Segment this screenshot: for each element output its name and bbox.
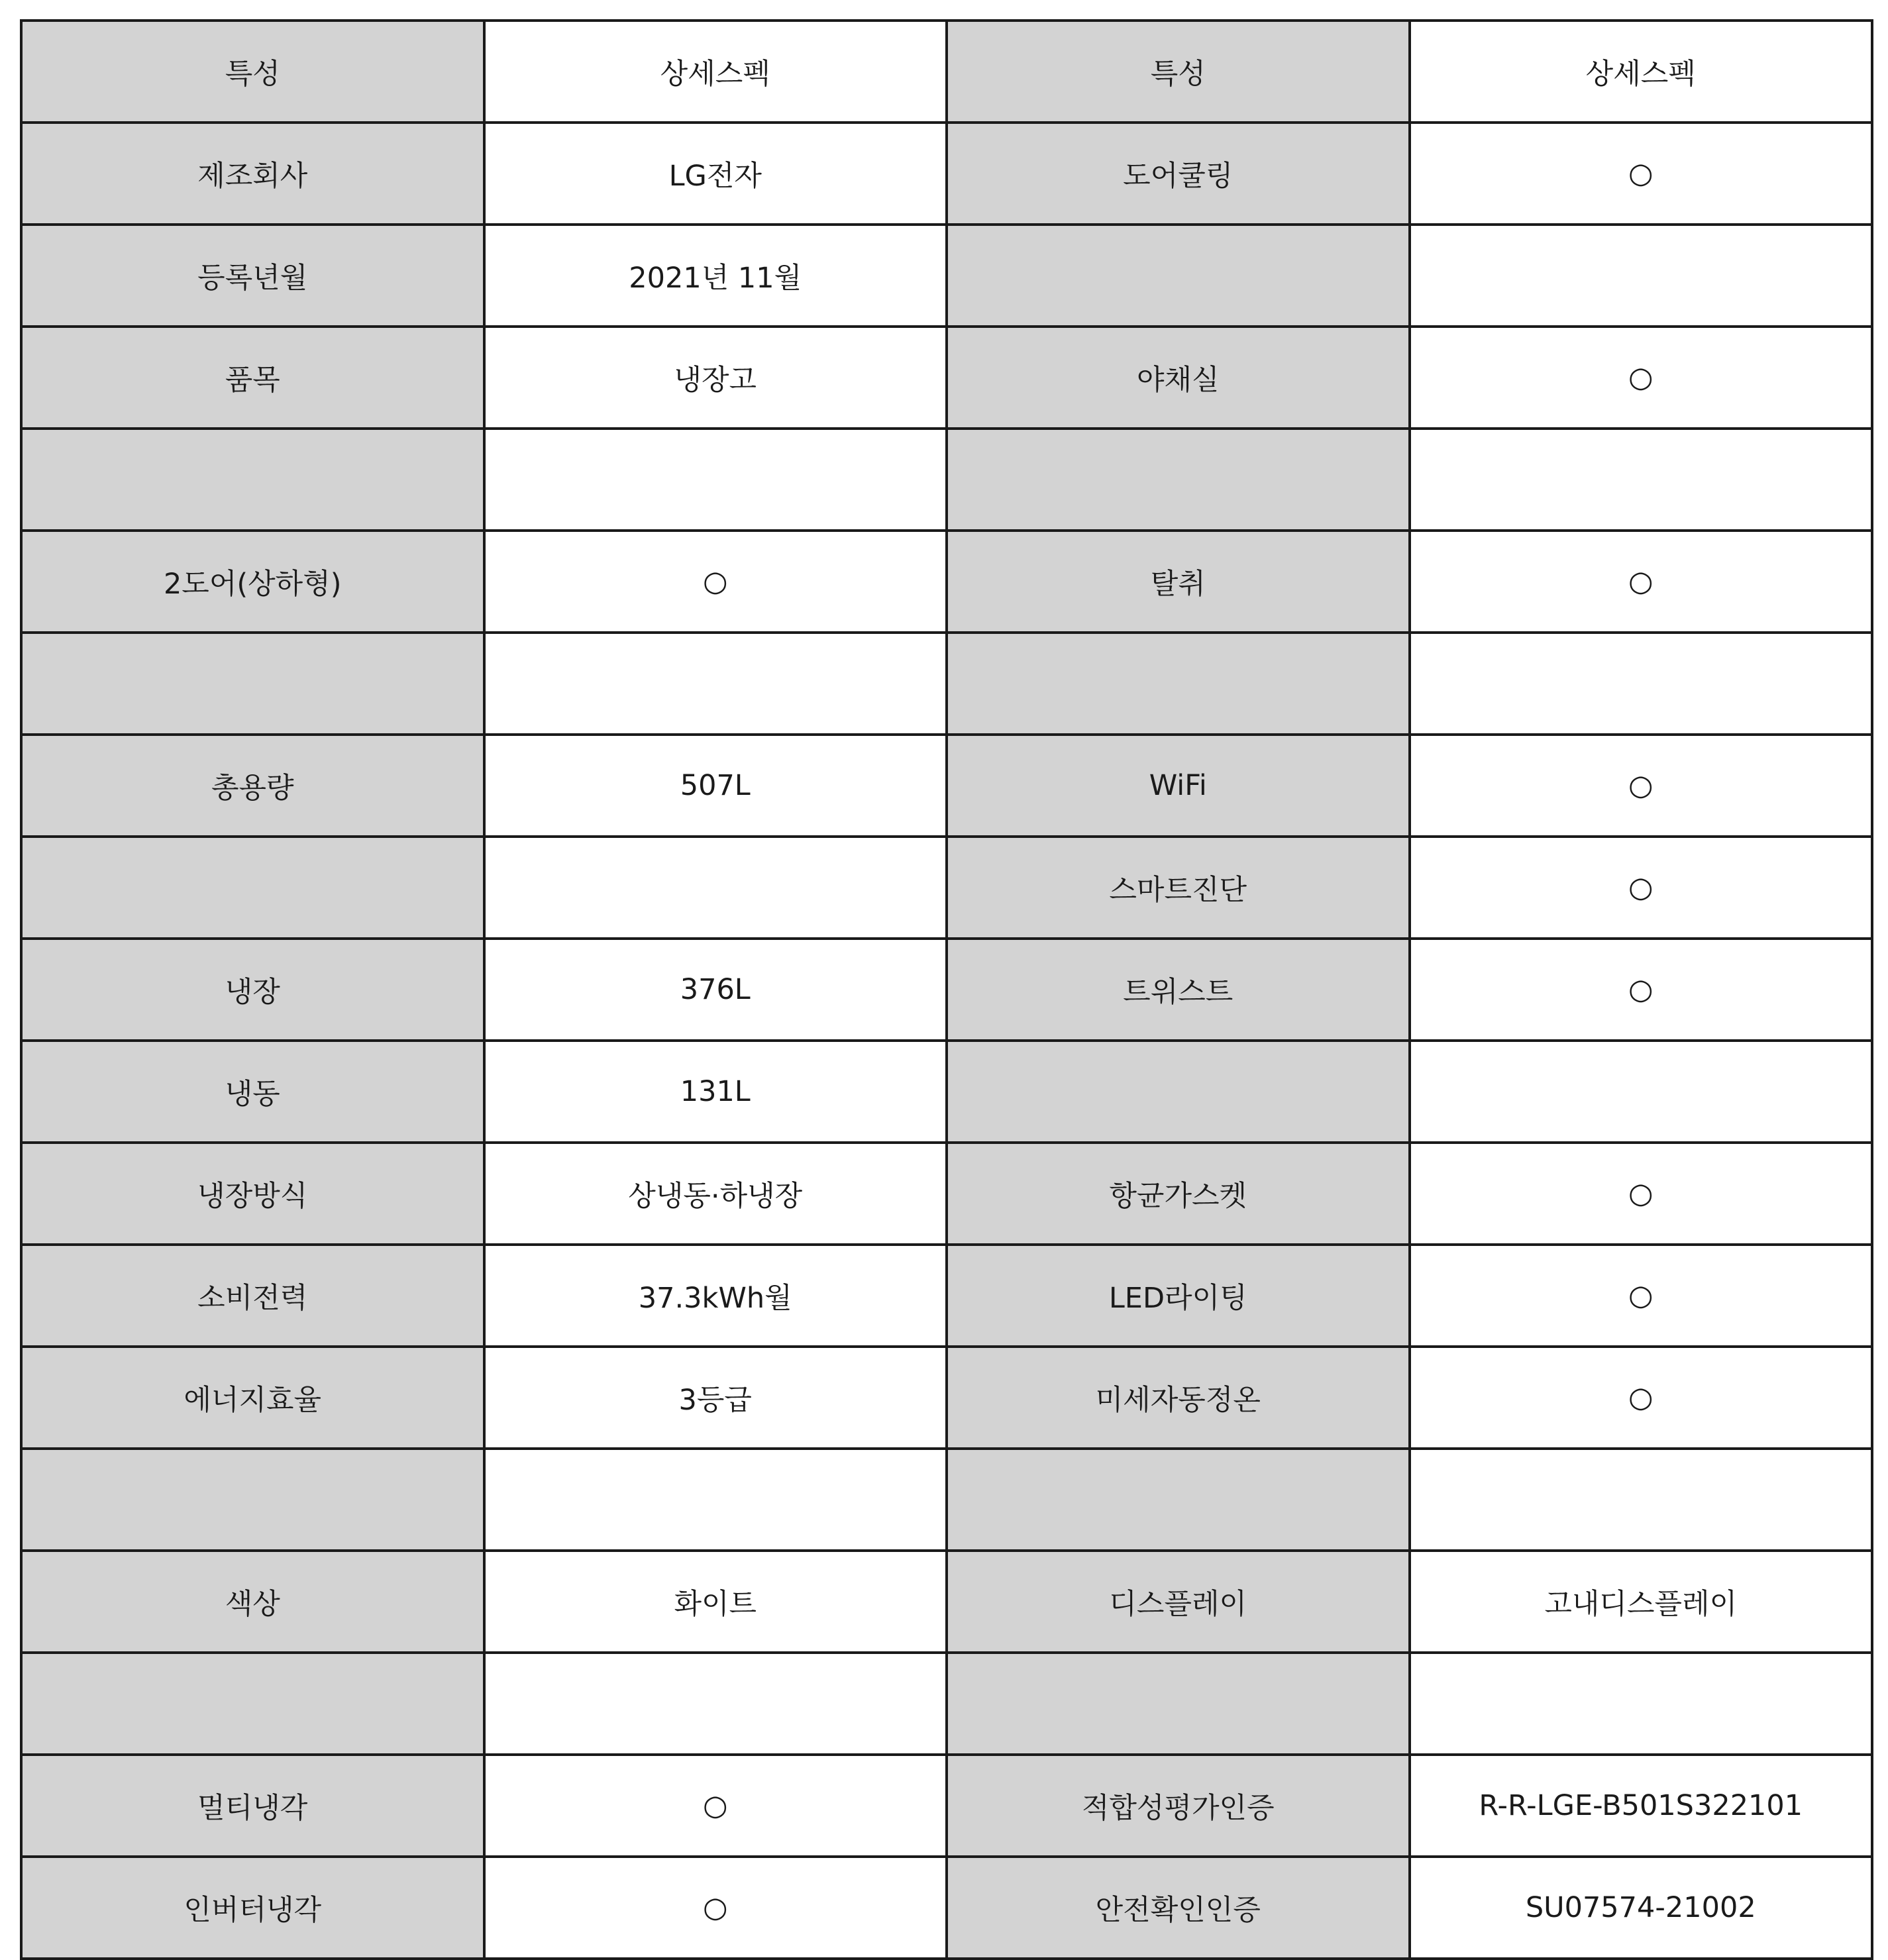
spec-table-body [21,21,1872,1959]
feature-value-cell: 상냉동·하냉장 [484,1143,947,1245]
feature-value-cell [1410,1041,1873,1143]
feature-value-cell: 37.3kWh월 [484,1245,947,1347]
feature-value-cell: ○ [484,531,947,633]
feature-key-cell: WiFi [947,735,1410,837]
feature-key-cell: 항균가스켓 [947,1143,1410,1245]
feature-key-cell: 품목 [21,327,484,429]
feature-value-cell: LG전자 [484,123,947,225]
feature-key-cell [21,1449,484,1551]
table-row [21,735,1872,837]
feature-key-cell: 디스플레이 [947,1551,1410,1653]
feature-key-cell [21,1653,484,1755]
feature-value-cell: 고내디스플레이 [1410,1551,1873,1653]
feature-key-cell: 적합성평가인증 [947,1755,1410,1857]
feature-key-cell: 인버터냉각 [21,1857,484,1959]
feature-key-cell: 냉장 [21,939,484,1041]
feature-key-cell: 냉동 [21,1041,484,1143]
table-row [21,1857,1872,1959]
feature-key-cell: 미세자동정온 [947,1347,1410,1449]
feature-key-cell: 제조회사 [21,123,484,225]
table-row [21,633,1872,735]
feature-key-cell: 냉장방식 [21,1143,484,1245]
table-row [21,225,1872,327]
feature-key-cell: 색상 [21,1551,484,1653]
feature-key-cell [21,429,484,531]
feature-key-cell: 2도어(상하형) [21,531,484,633]
table-row [21,1347,1872,1449]
feature-value-cell: ○ [484,1857,947,1959]
feature-value-cell [484,1653,947,1755]
feature-key-cell: 총용량 [21,735,484,837]
feature-value-cell [1410,1653,1873,1755]
feature-value-cell: 냉장고 [484,327,947,429]
feature-key-cell [947,1449,1410,1551]
table-row [21,1041,1872,1143]
feature-value-cell: R-R-LGE-B501S322101 [1410,1755,1873,1857]
feature-key-cell [947,633,1410,735]
feature-value-cell: ○ [1410,531,1873,633]
feature-value-cell: 376L [484,939,947,1041]
feature-key-cell: 탈취 [947,531,1410,633]
feature-value-cell: ○ [1410,837,1873,939]
feature-value-cell [1410,633,1873,735]
table-row [21,837,1872,939]
table-row [21,1755,1872,1857]
feature-key-cell [947,1041,1410,1143]
table-row [21,531,1872,633]
table-row [21,429,1872,531]
spec-table [20,19,1873,1960]
feature-key-cell: 안전확인인증 [947,1857,1410,1959]
feature-key-cell: 소비전력 [21,1245,484,1347]
feature-value-cell: ○ [1410,123,1873,225]
feature-value-cell: 131L [484,1041,947,1143]
table-row [21,1143,1872,1245]
header-spec: 상세스펙 [1410,21,1873,123]
feature-value-cell [484,633,947,735]
feature-key-cell [947,225,1410,327]
feature-key-cell: 멀티냉각 [21,1755,484,1857]
feature-key-cell: LED라이팅 [947,1245,1410,1347]
header-spec: 상세스펙 [484,21,947,123]
feature-key-cell: 등록년월 [21,225,484,327]
feature-value-cell: ○ [1410,327,1873,429]
table-row [21,1551,1872,1653]
feature-key-cell: 도어쿨링 [947,123,1410,225]
feature-value-cell [1410,1449,1873,1551]
feature-value-cell: ○ [1410,939,1873,1041]
table-header-row [21,21,1872,123]
table-row [21,1449,1872,1551]
table-row [21,327,1872,429]
feature-value-cell: 507L [484,735,947,837]
feature-value-cell [484,1449,947,1551]
feature-key-cell: 에너지효율 [21,1347,484,1449]
feature-value-cell: ○ [1410,1347,1873,1449]
feature-value-cell: ○ [1410,1143,1873,1245]
feature-value-cell [1410,429,1873,531]
header-feature: 특성 [947,21,1410,123]
table-row [21,123,1872,225]
header-feature: 특성 [21,21,484,123]
feature-key-cell [21,837,484,939]
feature-value-cell: ○ [1410,1245,1873,1347]
feature-value-cell [484,837,947,939]
feature-value-cell: 3등급 [484,1347,947,1449]
table-row [21,1245,1872,1347]
feature-value-cell: ○ [484,1755,947,1857]
feature-key-cell [947,1653,1410,1755]
table-row [21,1653,1872,1755]
feature-value-cell: SU07574-21002 [1410,1857,1873,1959]
feature-value-cell [484,429,947,531]
table-row [21,939,1872,1041]
feature-key-cell: 스마트진단 [947,837,1410,939]
feature-key-cell [21,633,484,735]
feature-key-cell [947,429,1410,531]
feature-key-cell: 트위스트 [947,939,1410,1041]
feature-value-cell: ○ [1410,735,1873,837]
feature-key-cell: 야채실 [947,327,1410,429]
feature-value-cell [1410,225,1873,327]
feature-value-cell: 2021년 11월 [484,225,947,327]
feature-value-cell: 화이트 [484,1551,947,1653]
